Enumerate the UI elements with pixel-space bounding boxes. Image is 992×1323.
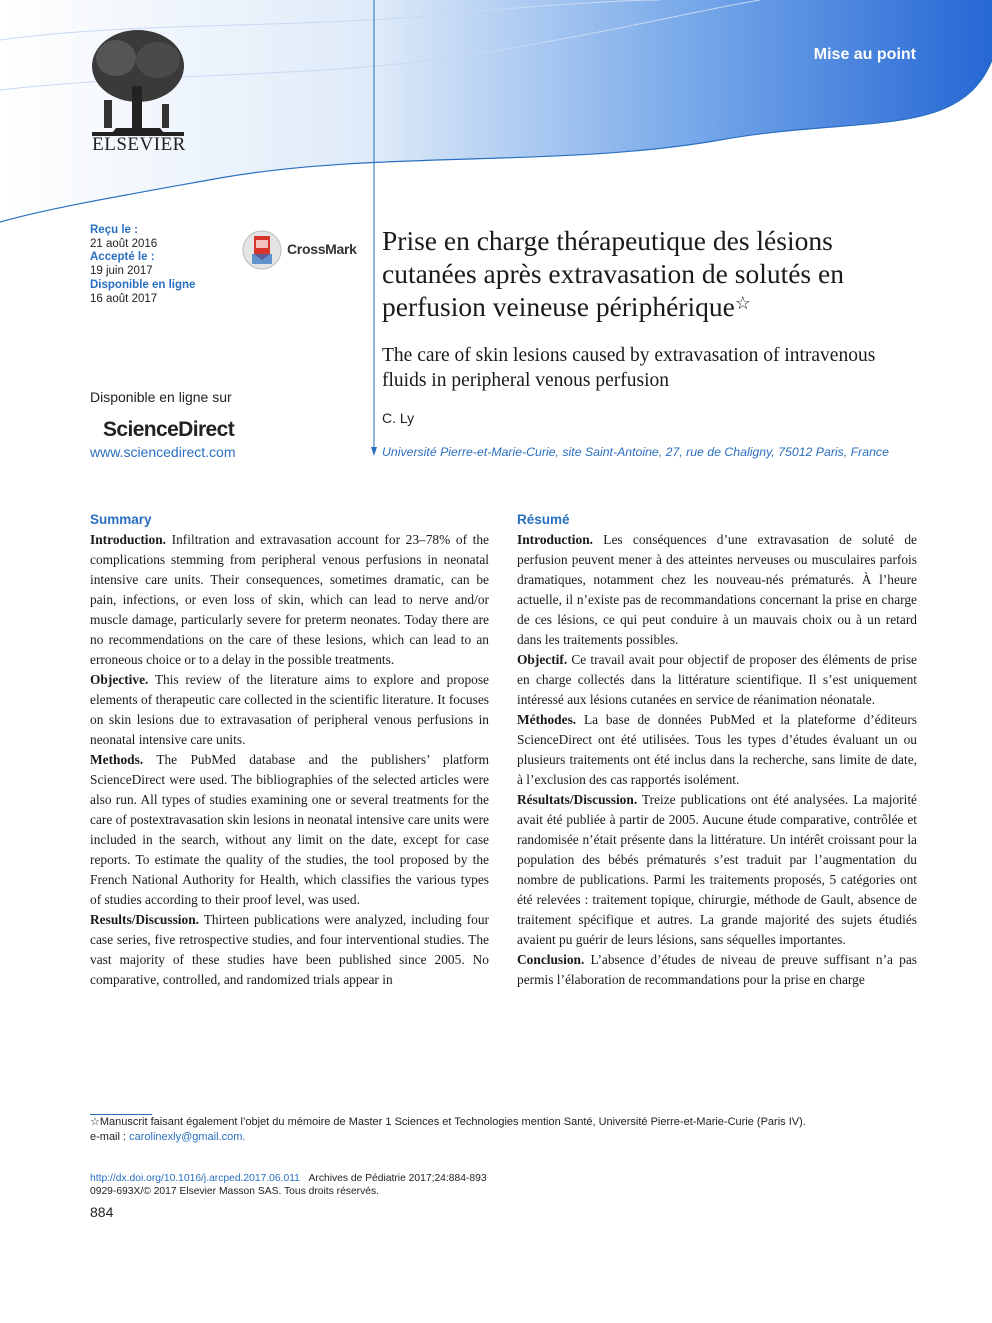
online-label: Disponible en ligne [90, 278, 196, 291]
section-text: Les conséquences d’une extravasation de soluté de perfusion peuvent mener à des atteintes nerveuses ou musculaires parfois dramatiques, notamment chez les nouveau-nés prématurés. À l’heure actuelle, il n’existe pas de recommandations concernant la prise en charge de ces lésions, ce qui peut conduire à un mauvais choix ou à un retard dans les traitements possibles. [517, 532, 917, 647]
availability-text: Disponible en ligne sur [90, 389, 232, 405]
footnote-line [90, 1115, 930, 1130]
section-label: Objectif. [517, 652, 568, 667]
received-date: 21 août 2016 [90, 237, 158, 250]
section-text: La base de données PubMed et la plateforme d’éditeurs ScienceDirect ont été utilisées. Tous les types d’études évaluant un ou plusieurs traitements ont été inclus dans la recherche, sans limite de date, à l’exclusion des cas rapportés isolément. [517, 712, 917, 787]
section-text: Treize publications ont été analysées. La majorité avait été publiée à partir de 2005. Aucune étude comparative, contrôlée et randomisée n’était présente dans la littérature. Un intérêt croissant pour la population des bébés prématurés s’est traduit par l’augmentation du nombre de publications. Parmi les traitements proposés, 5 catégories ont été relevées : traitement topique, chirurgie, méthode de Gault, absence de traitement spécifique et autres. La grande majorité des sujets étudiés avaient pu guérir de leurs lésions, sans séquelles importantes. [517, 792, 918, 947]
sciencedirect-link[interactable]: www.sciencedirect.com [90, 444, 236, 460]
section-label: Résultats/Discussion. [517, 792, 638, 807]
section-label: Results/Discussion. [90, 912, 200, 927]
author-affiliation: Université Pierre-et-Marie-Curie, site Saint-Antoine, 27, rue de Chaligny, 75012 Paris, France [382, 445, 889, 459]
section-text: Thirteen publications were analyzed, including four case series, five retrospective studies, and four interventional studies. The vast majority of these studies have been published since 2005. No comparative, controlled, and randomized trials appear in [90, 912, 489, 987]
email-link[interactable]: carolinexly@gmail.com. [129, 1131, 246, 1143]
email-line [90, 1130, 930, 1145]
summary-section [90, 910, 489, 990]
section-text: The PubMed database and the publishers’ platform ScienceDirect were used. The bibliographies of the selected articles were also run. All types of studies examining one or several treatments for the care of postextravasation skin lesions in neonatal intensive care units were included in the search, without any limit on the date, except for case reports. To estimate the quality of the studies, the tool proposed by the French National Authority for Health, which classifies the various types of studies according to their proof level, was used. [90, 752, 489, 907]
resume-section [517, 950, 917, 990]
article-dates [90, 224, 195, 306]
online-date: 16 août 2017 [90, 292, 158, 305]
citation [90, 1172, 487, 1198]
resume-section [517, 530, 917, 650]
section-label: Introduction. [90, 532, 167, 547]
summary-heading: Summary [90, 512, 152, 527]
email-label: e-mail : [90, 1131, 127, 1143]
citation-line [90, 1172, 487, 1185]
summary-section [90, 750, 489, 910]
footnote-mark: ☆ [90, 1116, 100, 1128]
resume-section [517, 790, 917, 950]
resume-heading: Résumé [517, 512, 570, 527]
section-label: Objective. [90, 672, 149, 687]
summary-section [90, 670, 489, 750]
page-number: 884 [90, 1204, 114, 1220]
accepted-date: 19 juin 2017 [90, 265, 153, 278]
section-text: This review of the literature aims to explore and propose elements of therapeutic care collected in the scientific literature. It focuses on skin lesions due to extravasation of peripheral venous perfusions in neonatal intensive care units. [90, 672, 489, 747]
resume-column [517, 511, 917, 990]
section-text: L’absence d’études de niveau de preuve suffisant n’a pas permis l’élaboration de recommandations pour la prise en charge [517, 952, 917, 987]
section-label: Mise au point [813, 46, 916, 63]
section-label: Conclusion. [517, 952, 585, 967]
publisher-wordmark: ELSEVIER [92, 134, 186, 155]
section-text: Ce travail avait pour objectif de proposer des éléments de prise en charge collectés dans la littérature scientifique. Il s’est uniquement intéressé aux lésions cutanées en service de réanimation néonatale. [517, 652, 917, 707]
crossmark-label: CrossMark [287, 241, 357, 257]
received-label: Reçu le : [90, 224, 138, 236]
article-title [382, 224, 912, 323]
copyright: 0929-693X/© 2017 Elsevier Masson SAS. Tous droits réservés. [90, 1186, 379, 1197]
section-label: Méthodes. [517, 712, 577, 727]
doi-link[interactable]: http://dx.doi.org/10.1016/j.arcped.2017.06.011 [90, 1173, 300, 1184]
footnote [90, 1115, 930, 1145]
resume-section [517, 710, 917, 790]
resume-section [517, 650, 917, 710]
section-label: Methods. [90, 752, 144, 767]
accepted-label: Accepté le : [90, 251, 155, 264]
sciencedirect-logo: ScienceDirect [103, 418, 235, 441]
english-title: The care of skin lesions caused by extravasation of intravenous fluids in peripheral venous perfusion [382, 345, 876, 391]
vertical-rule [371, 0, 381, 462]
journal-reference: Archives de Pédiatrie 2017;24:884-893 [308, 1173, 487, 1184]
title-footnote-mark[interactable]: ☆ [734, 293, 751, 313]
article-title-text: Prise en charge thérapeutique des lésions cutanées après extravasation de solutés en perfusion veineuse périphérique [382, 225, 844, 322]
author-name: C. Ly [382, 410, 415, 426]
summary-section [90, 530, 489, 670]
section-text: Infiltration and extravasation account for 23–78% of the complications stemming from peripheral venous perfusions in neonatal intensive care units. Their consequences, sometimes dramatic, can be pain, infections, or even loss of skin, which can lead to nerve and/or muscle damage, particularly severe for preterm neonates. Today there are no recommendations on the care of these lesions, which can lead to an erroneous choice or to a delay in the possible treatments. [90, 532, 489, 667]
footnote-text: Manuscrit faisant également l’objet du mémoire de Master 1 Sciences et Technologies mention Santé, Université Pierre-et-Marie-Curie (Paris IV). [99, 1116, 806, 1128]
section-label: Introduction. [517, 532, 594, 547]
summary-column [90, 511, 489, 990]
